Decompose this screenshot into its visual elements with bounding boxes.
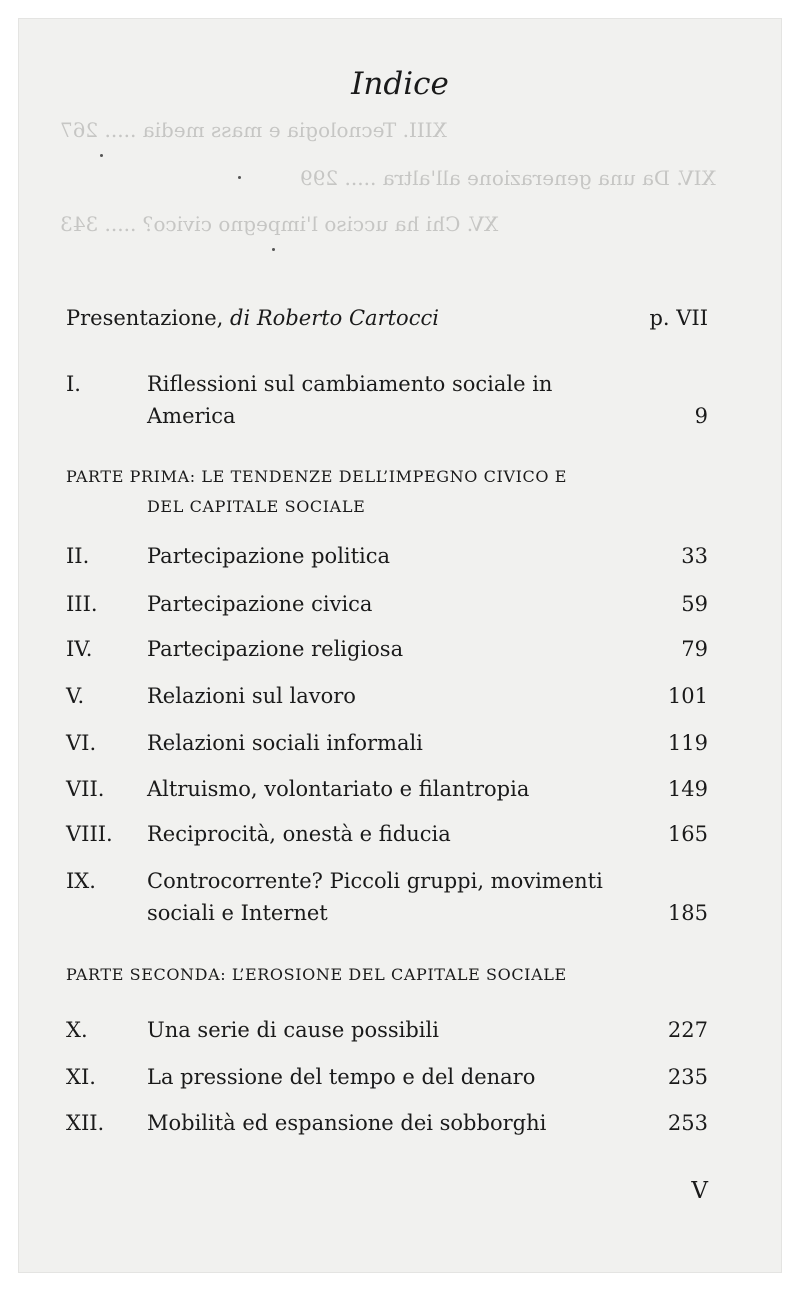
chapter-number: VII. — [66, 777, 105, 801]
chapter-page: 119 — [667, 731, 708, 755]
chapter-number: IX. — [66, 869, 96, 893]
chapter-number: IV. — [66, 637, 93, 661]
chapter-page: 59 — [681, 592, 708, 616]
part-title-continued: DEL CAPITALE SOCIALE — [147, 497, 366, 516]
chapter-title: Mobilità ed espansione dei sobborghi — [147, 1111, 547, 1135]
chapter-page: 253 — [667, 1111, 708, 1135]
chapter-number: XII. — [66, 1111, 105, 1135]
toc-presentation[interactable] — [66, 302, 708, 334]
paper-speck — [272, 248, 275, 251]
toc-entry[interactable] — [66, 1061, 708, 1093]
chapter-page: 101 — [667, 684, 708, 708]
toc-entry[interactable] — [66, 1107, 708, 1139]
chapter-number: X. — [66, 1018, 88, 1042]
bleed-through-decoration: XIV. Da una generazione all'altra ..... 299 — [300, 166, 716, 190]
toc-entry[interactable] — [66, 680, 708, 712]
toc-entry[interactable] — [66, 633, 708, 665]
chapter-title: Partecipazione civica — [147, 592, 373, 616]
chapter-number: I. — [66, 372, 81, 396]
chapter-page: 33 — [681, 544, 708, 568]
chapter-page: 79 — [681, 637, 708, 661]
chapter-title: Controcorrente? Piccoli gruppi, movimenti sociali e Internet — [147, 869, 603, 925]
chapter-page: 149 — [667, 777, 708, 801]
chapter-title: Partecipazione religiosa — [147, 637, 404, 661]
chapter-page: 165 — [667, 822, 708, 846]
presentation-author: di Roberto Cartocci — [230, 306, 439, 330]
chapter-title: Relazioni sul lavoro — [147, 684, 356, 708]
toc-entry[interactable] — [66, 773, 708, 805]
presentation-page: p. VII — [649, 306, 708, 330]
chapter-title: Una serie di cause possibili — [147, 1018, 439, 1042]
chapter-number: V. — [66, 684, 85, 708]
presentation-text — [66, 302, 439, 334]
part-heading — [66, 462, 708, 522]
toc-entry[interactable] — [66, 727, 708, 759]
part-heading-line — [66, 462, 708, 492]
chapter-page: 185 — [667, 901, 708, 925]
presentation-label: Presentazione, — [66, 306, 224, 330]
bleed-through-decoration: XV. Chi ha ucciso l'impegno civico? ..... 343 — [60, 212, 499, 236]
part-heading — [66, 960, 708, 990]
part-label: PARTE PRIMA: — [66, 467, 196, 486]
paper-speck — [100, 154, 103, 157]
toc-entry[interactable] — [66, 368, 708, 432]
chapter-number: VIII. — [66, 822, 113, 846]
chapter-page: 227 — [667, 1018, 708, 1042]
toc-entry[interactable] — [66, 1014, 708, 1046]
page-number: V — [691, 1178, 708, 1204]
chapter-title: Riflessioni sul cambiamento sociale in America — [147, 372, 553, 428]
part-heading-line — [66, 960, 708, 990]
part-title: LE TENDENZE DELL’IMPEGNO CIVICO E — [201, 467, 568, 486]
chapter-number: III. — [66, 592, 98, 616]
page-title: Indice — [351, 66, 449, 102]
paper-speck — [238, 176, 241, 179]
part-title: L’EROSIONE DEL CAPITALE SOCIALE — [231, 965, 567, 984]
bleed-through-decoration: XIII. Tecnologia e mass media ..... 267 — [60, 118, 447, 142]
chapter-number: XI. — [66, 1065, 96, 1089]
chapter-title: Partecipazione politica — [147, 544, 391, 568]
chapter-title: Relazioni sociali informali — [147, 731, 423, 755]
toc-entry[interactable] — [66, 540, 708, 572]
chapter-page: 235 — [667, 1065, 708, 1089]
chapter-title: Reciprocità, onestà e fiducia — [147, 822, 451, 846]
chapter-title: Altruismo, volontariato e filantropia — [147, 777, 530, 801]
toc-entry[interactable] — [66, 818, 708, 850]
chapter-page: 9 — [694, 404, 708, 428]
toc-entry[interactable] — [66, 865, 708, 929]
chapter-number: II. — [66, 544, 90, 568]
toc-entry[interactable] — [66, 588, 708, 620]
part-label: PARTE SECONDA: — [66, 965, 227, 984]
chapter-number: VI. — [66, 731, 97, 755]
chapter-title: La pressione del tempo e del denaro — [147, 1065, 536, 1089]
